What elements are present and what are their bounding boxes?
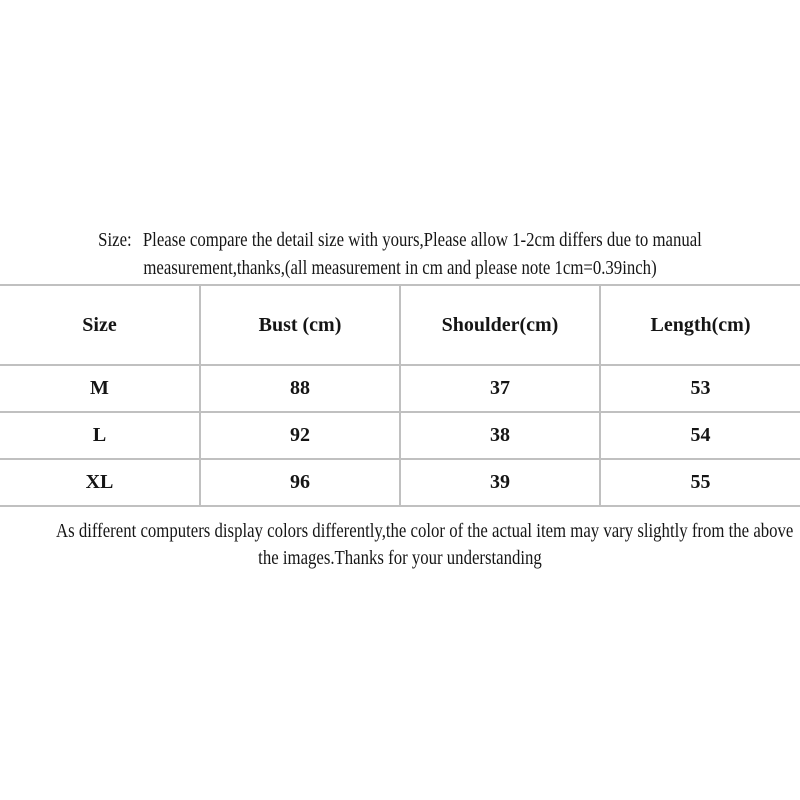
col-header-size: Size [82, 313, 117, 336]
color-disclaimer [0, 518, 800, 572]
cell-size: M [90, 377, 109, 399]
table-row-m [0, 365, 800, 412]
color-disclaimer-line1: As different computers display colors differently,the color of the actual item may vary slightly from the above [56, 521, 794, 542]
col-header-shoulder: Shoulder(cm) [400, 285, 600, 365]
cell-bust: 96 [200, 459, 400, 506]
cell-length: 55 [600, 459, 800, 506]
cell-size: XL [85, 471, 114, 493]
measurement-note-line2: measurement,thanks,(all measurement in cm and please note 1cm=0.39inch) [143, 258, 657, 279]
size-note-label: Size: [98, 230, 132, 251]
color-disclaimer-line2: the images.Thanks for your understanding [258, 548, 542, 569]
cell-shoulder: 38 [400, 412, 600, 459]
table-row-l [0, 412, 800, 459]
cell-size: L [92, 424, 107, 446]
cell-length: 53 [600, 365, 800, 412]
col-header-length: Length(cm) [600, 285, 800, 365]
cell-length: 54 [600, 412, 800, 459]
table-row-xl [0, 459, 800, 506]
size-table [0, 284, 800, 507]
measurement-note [0, 227, 800, 283]
cell-bust: 92 [200, 412, 400, 459]
col-header-bust: Bust (cm) [200, 285, 400, 365]
size-table-header-row [0, 285, 800, 365]
measurement-note-line1 [56, 227, 744, 255]
cell-shoulder: 37 [400, 365, 600, 412]
cell-bust: 88 [200, 365, 400, 412]
cell-shoulder: 39 [400, 459, 600, 506]
size-note-text: Please compare the detail size with yours,Please allow 1-2cm differs due to manual [142, 230, 702, 251]
